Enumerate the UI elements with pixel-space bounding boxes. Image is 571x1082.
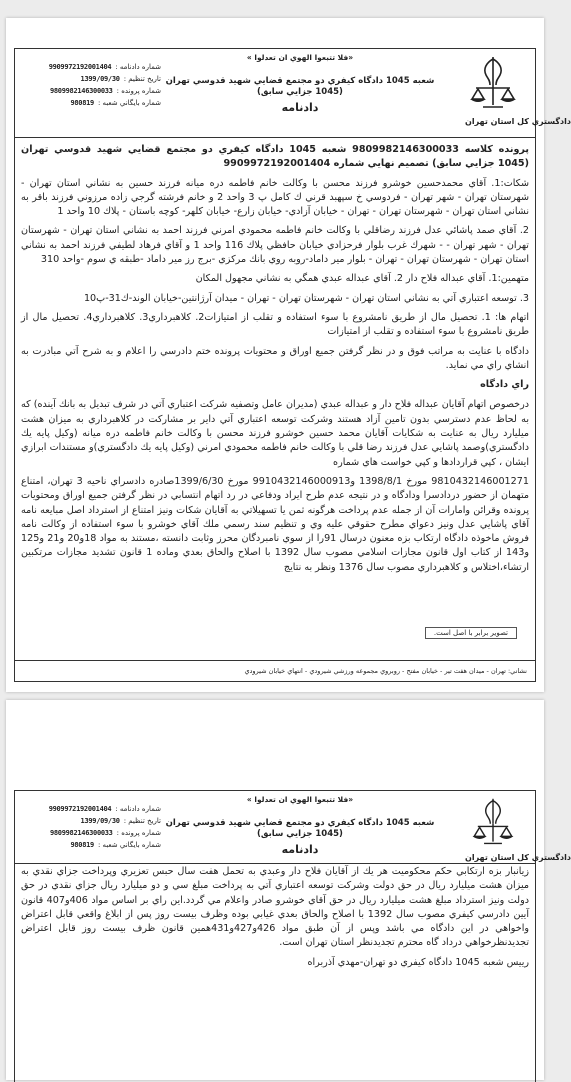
meta-label: شماره پرونده : <box>116 87 161 95</box>
plaintiffs-2: 2. آقاي صمد پاشائي عدل فرزند رضاقلي با وكالت خانم فاطمه محمودي امرني فرزند احمد به نشاني استان تهران - شهرستان تهران - شهر تهران - - شهرك غرب بلوار فرحزادي خيابان حافظي پلاك 116 واحد 1 و آقاي فرهاد لطيفي فرزند احمد به نشاني استان تهران - شهرستان تهران - تهران - بلوار مير داماد-روبه روي بانك مركزي -برج رز مير داماد -طبقه ي سوم -واحد 310 <box>21 225 529 266</box>
meta-value: 9809982146300033 <box>49 87 113 95</box>
meta-row <box>21 839 161 851</box>
case-metadata <box>21 61 161 109</box>
meta-label: شماره دادنامه : <box>115 63 161 71</box>
header-verse: «فلا تتبعوا الهوي ان تعدلوا » <box>246 53 354 62</box>
meta-value: 980819 <box>70 99 94 107</box>
judiciary-emblem <box>465 55 571 126</box>
scales-emblem-icon <box>468 55 518 111</box>
document-header <box>15 791 571 864</box>
meta-row <box>21 85 161 97</box>
document-body <box>21 143 529 580</box>
meta-row <box>21 61 161 73</box>
meta-value: 9909972192001404 <box>48 805 112 813</box>
verdict-heading: راي دادگاه <box>480 379 529 391</box>
meta-row <box>21 73 161 85</box>
verdict-paragraph-2: 9810432146001271 مورخ 1398/8/1 و9910432146000913 مورخ 1399/6/30صادره دادسراي ناحيه 3 تهران، امتناع متهمان از حضور دردادسرا ودادگاه و در نتيجه عدم طرح ايراد ودفاعي در رد اتهام انتسابي در نظر گرفتن جميع اوراق ومحتويات پرونده وقرائن وامارات آن از جمله عدم پرداخت هرگونه ثمن يا تسهيلاتي به آقايان شكات ونيز امتناع از استرداد اصل مبايعه نامه آقاي پاشايي عدل ونيز دعواي مطرح حقوقي عليه وي و تنظيم سند رسمي ملك آقاي خوشرو با سوء استفاده از وكالت نامه فروش ماخوذه دادگاه ارتكاب بزه معنون درسال 91را از سوي نامبردگان محرز وثابت دانسته ،مستند به مواد 18و20 و21 و125 و143 از كتاب اول قانون مجازات اسلامي مصوب سال 1392 با اصلاح والحاق بعدي وماده 1 قانون تشديد مجازات مرتكبين ارتشاء،اختلاس و كلاهبرداري مصوب سال 1376 ونظر به نتايج <box>21 475 529 573</box>
court-statement: دادگاه با عنايت به مراتب فوق و در نظر گرفتن جميع اوراق و محتويات پرونده ختم دادرسي را اعلام و به شرح آتي مبادرت به انشاي راي مي نمايد. <box>21 345 529 371</box>
charges: اتهام ها: 1. تحصيل مال از طريق نامشروع با سوء استفاده و تقلب از امتيازات2. كلاهبرداري3. كلاهبرداري4. تحصيل مال از طريق نامشروع با سوء استفاده و تقلب از امتيازات <box>21 311 530 338</box>
case-metadata <box>21 803 161 851</box>
header-center <box>145 795 455 856</box>
meta-row <box>21 97 161 109</box>
page-frame <box>14 48 571 682</box>
court-name: شعبه 1045 دادگاه كيفري دو مجتمع قضايي شهيد قدوسي تهران <box>165 818 435 828</box>
meta-row <box>21 815 161 827</box>
court-name: شعبه 1045 دادگاه كيفري دو مجتمع قضايي شهيد قدوسي تهران <box>165 76 435 86</box>
page-frame <box>14 790 571 1082</box>
meta-label: شماره پرونده : <box>116 829 161 837</box>
meta-row <box>21 803 161 815</box>
meta-label: شماره دادنامه : <box>115 805 161 813</box>
court-former-name: (1045 جزايي سابق) <box>257 829 343 839</box>
defendant-3: 3. توسعه اعتباري آتي به نشاني استان تهران - شهرستان تهران - تهران - ميدان آرژانتين-خيابان الوند-ك31-پ10 <box>83 292 529 304</box>
meta-label: شماره بايگاني شعبه : <box>97 99 161 107</box>
document-title: دادنامه <box>281 843 319 856</box>
document-body <box>21 865 529 975</box>
header-center <box>145 53 455 114</box>
verdict-paragraph-1: درخصوص اتهام آقايان عبداله فلاح دار و عبداله عبدي (مديران عامل وتصفيه شركت اعتباري آتي در شرف تبديل به بانك آينده) كه به لحاظ عدم دسترسي بدون تامين آزاد هستند وشركت توسعه اعتباري آتي داير بر مشاركت در كلاهبرداري به ميزان هشت ميليارد ريال به عنايت به شكايات آقايان محمد حسين خوشرو فرزند محسن با وكالت خانم فاطمه دره ميانه (وكيل پايه يك دادگستري)وصمد پاشايي عدل فرزند رضا قلي با وكالت خانم فاطمه محمودي امرني (وكيل پايه يك دادگستري)و مستندات ابرازي ايشان ، كپي قراردادها و كپي خواست هاي شماره <box>21 399 529 468</box>
meta-value: 9809982146300033 <box>49 829 113 837</box>
meta-row <box>21 827 161 839</box>
header-verse: «فلا تتبعوا الهوي ان تعدلوا » <box>246 795 354 804</box>
defendants: متهمين:1. آقاي عبداله فلاح دار 2. آقاي عبداله عبدي همگي به نشاني مجهول المكان <box>195 273 529 285</box>
meta-value: 1399/09/30 <box>80 817 120 825</box>
court-address: نشاني: تهران - ميدان هفت تير - خيابان مفتح - روبروي مجموعه ورزشي شيرودي - انتهاي خيابان شيرودي <box>15 660 535 681</box>
meta-value: 980819 <box>70 841 94 849</box>
court-former-name: (1045 جزايي سابق) <box>257 87 343 97</box>
meta-value: 1399/09/30 <box>80 75 120 83</box>
document-page-2 <box>6 700 571 1080</box>
sentence-paragraph: زيانبار بزه ارتكابي حكم محكوميت هر يك از آقايان فلاح دار وعبدي به تحمل هفت سال حبس تعزيري وپرداخت جزاي نقدي به ميزان هشت ميليارد ريال در حق دولت وشركت توسعه اعتباري آتي به پرداخت مبلغ سي و دو ميليارد ريال جزاي نقدي در حق دولت ونيز استرداد مبلغ هشت ميليارد ريال در حق آقاي خوشرو صادر واعلام مي گردد.اين راي بر اساس مواد 406و407 قانون آيين دادرسي كيفري مصوب سال 1392 با اصلاح والحاق بعدي غيابي بوده وظرف بيست روز پس از ابلاغ واقعي قابل اعتراض واخواهي در اين دادگاه مي باشد وپس از آن طبق مواد 426و427و431همين قانون ظرف بيست روز قابل اعتراض تجديدنظرخواهي درداد گاه محترم تجديدنظر استان تهران است. <box>21 866 529 949</box>
emblem-title: دادگستري كل استان تهران <box>465 117 571 126</box>
document-title: دادنامه <box>281 101 319 114</box>
meta-label: تاريخ تنظيم : <box>123 75 161 83</box>
plaintiffs-1: شكات:1. آقاي محمدحسين خوشرو فرزند محسن با وكالت خانم فاطمه دره ميانه فرزند حسين به نشاني استان تهران - شهرستان تهران - شهر تهران - فردوسي خ سپهبد قرني ك كامل پ 3 واحد 2 و خانم فرشته گرجي زاده مرزوني فرزند باقر به نشاني استان تهران - شهرستان تهران - تهران - خيابان آزادي- خيابان زارع- خيابان كلهر- كوچه باستان - پلاك 10 واحد 1 <box>21 177 529 218</box>
meta-label: تاريخ تنظيم : <box>123 817 161 825</box>
meta-label: شماره بايگاني شعبه : <box>97 841 161 849</box>
document-header <box>15 49 571 138</box>
certified-copy-stamp: تصوير برابر با اصل است. <box>425 627 517 639</box>
judiciary-emblem <box>465 797 571 862</box>
document-page-1 <box>6 18 571 692</box>
meta-value: 9909972192001404 <box>48 63 112 71</box>
judge-signature-line: رييس شعبه 1045 دادگاه كيفري دو تهران-مهدي آذربراه <box>307 956 529 968</box>
scales-emblem-icon <box>470 797 516 847</box>
emblem-title: دادگستري كل استان تهران <box>465 853 571 862</box>
case-reference: پرونده كلاسه 9809982146300033 شعبه 1045 دادگاه كيفري دو مجتمع قضايي شهيد قدوسي تهران (1045 جزايي سابق) تصميم نهايي شماره 9909972192001404 <box>21 144 530 170</box>
